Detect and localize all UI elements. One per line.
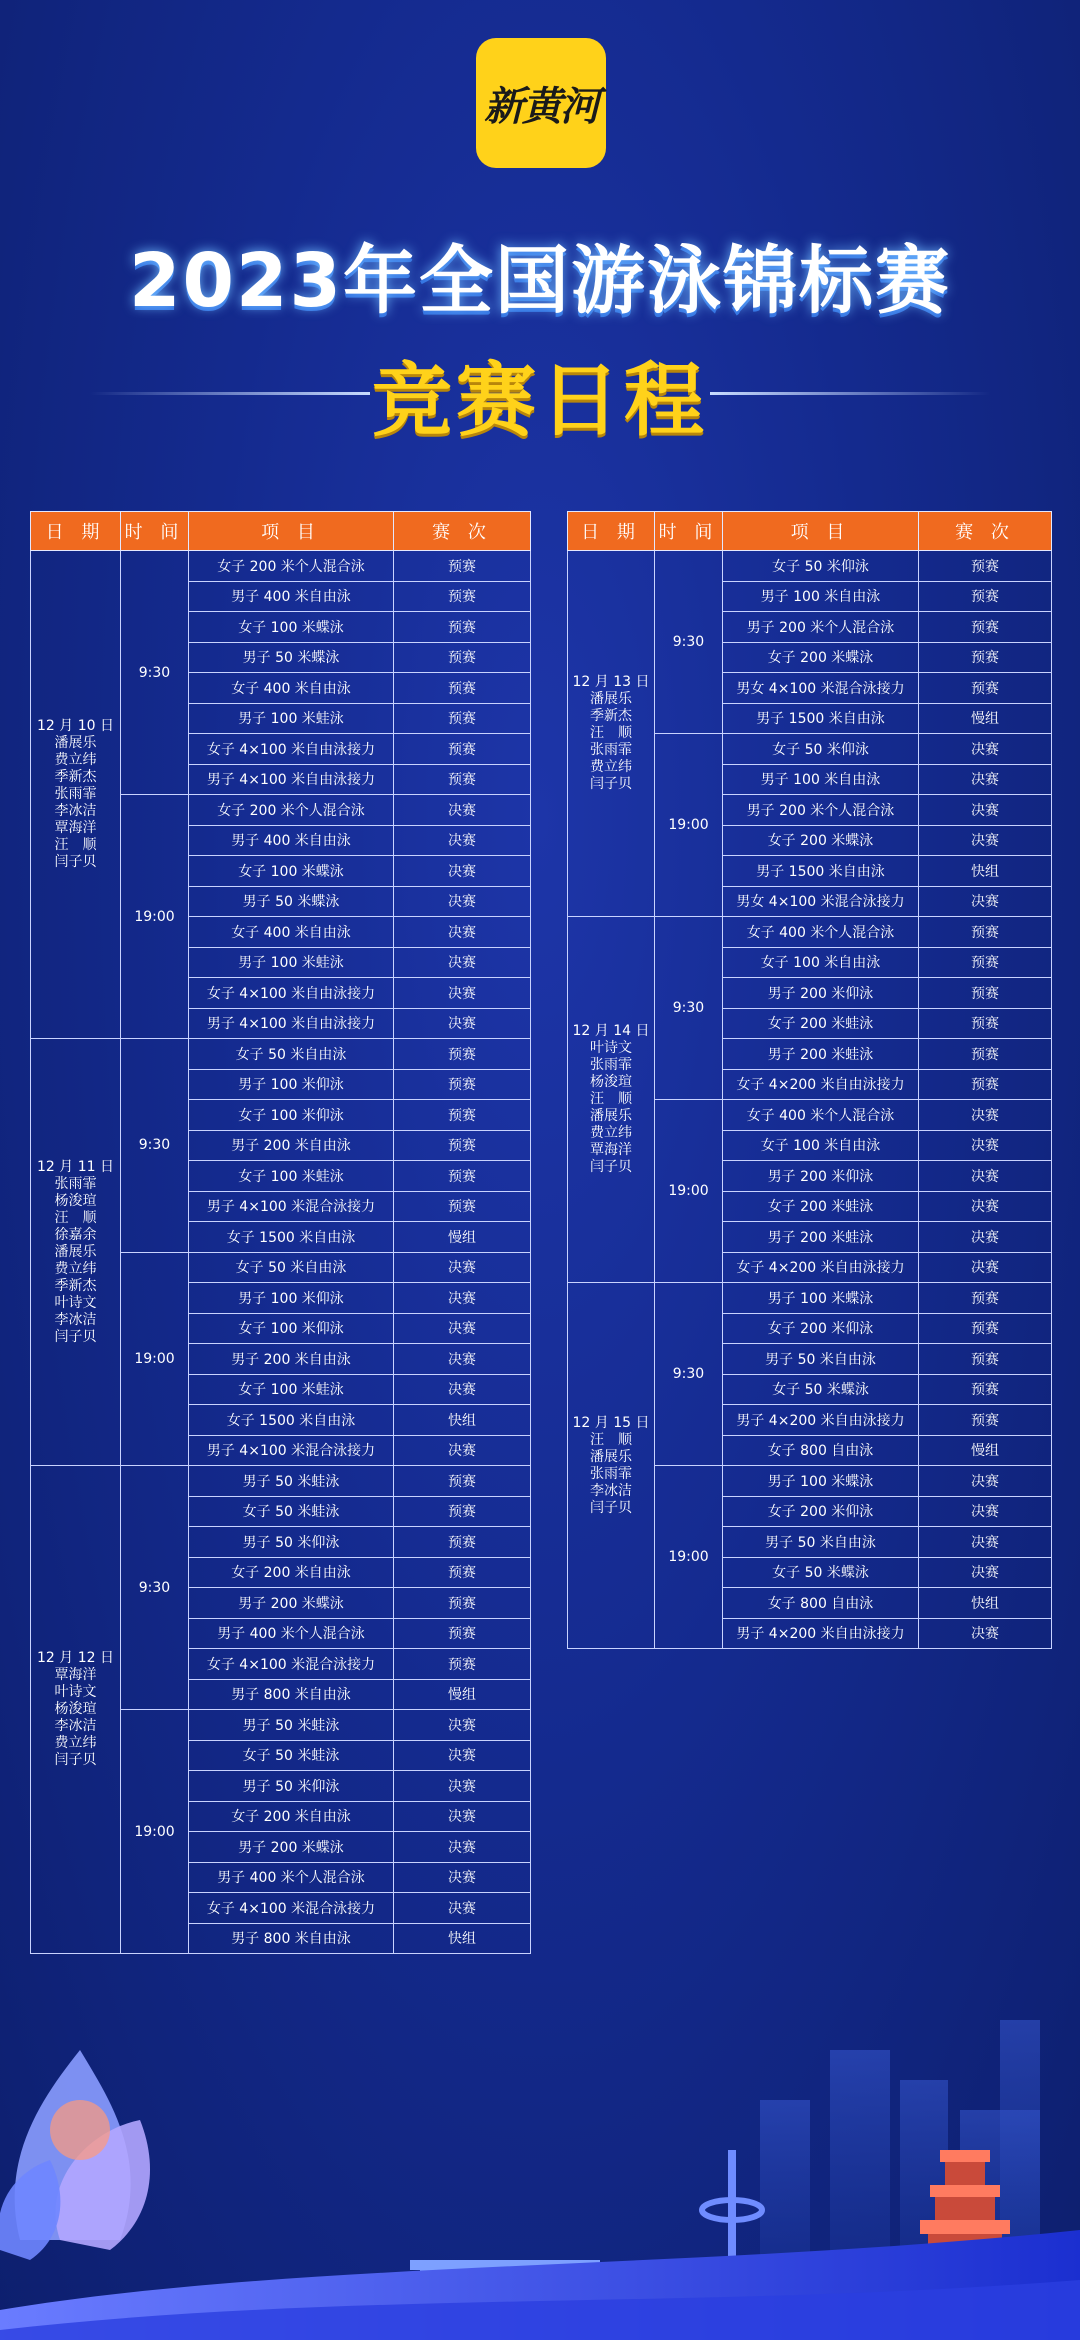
session-time: 9:30	[655, 1283, 723, 1466]
event-name: 女子 200 米自由泳	[189, 1557, 394, 1588]
round-type: 预赛	[394, 1649, 531, 1680]
day-cell	[568, 551, 655, 917]
round-type: 预赛	[394, 1588, 531, 1619]
round-type: 决赛	[394, 1832, 531, 1863]
round-type: 预赛	[394, 1039, 531, 1070]
round-type: 预赛	[394, 642, 531, 673]
round-type: 预赛	[394, 734, 531, 765]
event-name: 女子 4×100 米自由泳接力	[189, 734, 394, 765]
event-name: 男子 200 米蛙泳	[723, 1039, 919, 1070]
athlete-name: 潘展乐	[590, 1448, 632, 1465]
round-type: 预赛	[919, 551, 1052, 582]
round-type: 预赛	[394, 1069, 531, 1100]
round-type: 预赛	[394, 1618, 531, 1649]
athlete-name: 张雨霏	[590, 1057, 632, 1073]
athlete-name: 闫子贝	[54, 854, 97, 870]
event-name: 女子 200 米蛙泳	[723, 1008, 919, 1039]
athlete-name: 费立纬	[54, 1735, 97, 1751]
event-name: 女子 100 米蛙泳	[189, 1161, 394, 1192]
athlete-name: 叶诗文	[54, 1294, 97, 1311]
athlete-name: 季新杰	[54, 1277, 97, 1294]
event-name: 男女 4×100 米混合泳接力	[723, 673, 919, 704]
athlete-name: 潘展乐	[54, 1243, 97, 1260]
page-subtitle: 竞赛日程	[372, 354, 708, 447]
round-type: 预赛	[394, 1496, 531, 1527]
event-name: 男子 1500 米自由泳	[723, 856, 919, 887]
round-type: 决赛	[919, 734, 1052, 765]
event-name: 男子 400 米个人混合泳	[189, 1862, 394, 1893]
athlete-name: 李冰洁	[590, 1482, 632, 1499]
round-type: 预赛	[394, 764, 531, 795]
table-row	[31, 1039, 531, 1070]
athlete-name: 费立纬	[590, 1125, 632, 1141]
event-name: 女子 100 米仰泳	[189, 1100, 394, 1131]
session-time: 9:30	[121, 1466, 189, 1710]
event-name: 女子 4×100 米自由泳接力	[189, 978, 394, 1009]
day-cell	[31, 1466, 121, 1954]
event-name: 男子 200 米仰泳	[723, 978, 919, 1009]
event-name: 女子 100 米蛙泳	[189, 1374, 394, 1405]
round-type: 预赛	[394, 1161, 531, 1192]
round-type: 预赛	[394, 1466, 531, 1497]
event-name: 女子 400 米个人混合泳	[723, 1100, 919, 1131]
event-name: 女子 200 米仰泳	[723, 1496, 919, 1527]
day-date: 12 月 12 日	[37, 1650, 114, 1666]
event-name: 女子 800 自由泳	[723, 1435, 919, 1466]
event-name: 男子 50 米仰泳	[189, 1527, 394, 1558]
session-time: 19:00	[655, 1100, 723, 1283]
session-time: 19:00	[121, 1252, 189, 1466]
event-name: 女子 400 米个人混合泳	[723, 917, 919, 948]
table-row	[568, 551, 1052, 582]
session-time: 19:00	[121, 1710, 189, 1954]
day-date: 12 月 14 日	[572, 1023, 650, 1039]
event-name: 男子 50 米仰泳	[189, 1771, 394, 1802]
schedule-body-right	[568, 551, 1052, 1649]
schedule-table-right	[567, 511, 1052, 1649]
event-name: 男子 100 米蛙泳	[189, 947, 394, 978]
round-type: 决赛	[394, 1313, 531, 1344]
round-type: 快组	[394, 1923, 531, 1954]
event-name: 男子 200 米蝶泳	[189, 1588, 394, 1619]
round-type: 预赛	[919, 673, 1052, 704]
athlete-name: 张雨霏	[54, 1175, 97, 1192]
round-type: 决赛	[394, 1801, 531, 1832]
day-date: 12 月 13 日	[572, 674, 650, 690]
round-type: 决赛	[919, 764, 1052, 795]
event-name: 男子 100 米蛙泳	[189, 703, 394, 734]
event-name: 女子 100 米自由泳	[723, 1130, 919, 1161]
event-name: 男子 4×200 米自由泳接力	[723, 1618, 919, 1649]
session-time: 9:30	[655, 917, 723, 1100]
event-name: 女子 50 米仰泳	[723, 551, 919, 582]
event-name: 男子 100 米仰泳	[189, 1283, 394, 1314]
athlete-name: 覃海洋	[590, 1142, 632, 1158]
table-row	[31, 1466, 531, 1497]
athlete-name: 覃海洋	[54, 820, 97, 836]
event-name: 男子 100 米自由泳	[723, 581, 919, 612]
round-type: 慢组	[394, 1222, 531, 1253]
round-type: 预赛	[919, 1344, 1052, 1375]
day-cell	[568, 1283, 655, 1649]
header-event: 项 目	[189, 512, 394, 551]
round-type: 慢组	[394, 1679, 531, 1710]
event-name: 男子 100 米仰泳	[189, 1069, 394, 1100]
event-name: 男子 800 米自由泳	[189, 1679, 394, 1710]
event-name: 男子 50 米自由泳	[723, 1527, 919, 1558]
round-type: 决赛	[919, 1222, 1052, 1253]
table-header-row	[568, 512, 1052, 551]
athlete-name: 闫子贝	[590, 1499, 632, 1516]
header-time: 时 间	[655, 512, 723, 551]
lotus-icon	[0, 2050, 150, 2260]
round-type: 预赛	[394, 1557, 531, 1588]
event-name: 男子 4×100 米混合泳接力	[189, 1435, 394, 1466]
round-type: 预赛	[394, 612, 531, 643]
round-type: 预赛	[919, 1283, 1052, 1314]
athlete-name: 潘展乐	[590, 691, 632, 707]
round-type: 决赛	[394, 1740, 531, 1771]
round-type: 决赛	[919, 886, 1052, 917]
athlete-name: 汪 顺	[54, 837, 97, 853]
athlete-name: 张雨霏	[590, 742, 632, 758]
round-type: 决赛	[919, 1527, 1052, 1558]
round-type: 预赛	[919, 612, 1052, 643]
table-row	[568, 917, 1052, 948]
event-name: 男子 200 米蛙泳	[723, 1222, 919, 1253]
day-date: 12 月 10 日	[37, 718, 114, 734]
athlete-name: 杨浚瑄	[590, 1074, 632, 1090]
round-type: 预赛	[919, 581, 1052, 612]
event-name: 女子 200 米仰泳	[723, 1313, 919, 1344]
round-type: 决赛	[919, 1191, 1052, 1222]
event-name: 男子 200 米自由泳	[189, 1344, 394, 1375]
athlete-name: 季新杰	[590, 708, 632, 724]
athlete-name: 费立纬	[54, 752, 97, 768]
round-type: 决赛	[919, 1252, 1052, 1283]
event-name: 男子 50 米蝶泳	[189, 642, 394, 673]
session-time: 9:30	[121, 1039, 189, 1253]
round-type: 快组	[919, 856, 1052, 887]
event-name: 男子 1500 米自由泳	[723, 703, 919, 734]
page-title: 2023年全国游泳锦标赛	[129, 238, 951, 324]
event-name: 男子 4×100 米自由泳接力	[189, 1008, 394, 1039]
round-type: 决赛	[919, 795, 1052, 826]
round-type: 决赛	[394, 1710, 531, 1741]
event-name: 女子 50 米蝶泳	[723, 1557, 919, 1588]
round-type: 预赛	[919, 1008, 1052, 1039]
round-type: 决赛	[394, 1008, 531, 1039]
athlete-name: 潘展乐	[590, 1108, 632, 1124]
athlete-name: 叶诗文	[54, 1684, 97, 1700]
round-type: 决赛	[919, 825, 1052, 856]
round-type: 决赛	[394, 1771, 531, 1802]
round-type: 预赛	[919, 1039, 1052, 1070]
header-event: 项 目	[723, 512, 919, 551]
round-type: 预赛	[919, 1313, 1052, 1344]
round-type: 决赛	[394, 1252, 531, 1283]
event-name: 男子 200 米仰泳	[723, 1161, 919, 1192]
header-time: 时 间	[121, 512, 189, 551]
athlete-name: 杨浚瑄	[54, 1192, 97, 1209]
event-name: 女子 50 米蛙泳	[189, 1496, 394, 1527]
athlete-name: 汪 顺	[590, 1431, 632, 1448]
day-cell	[31, 551, 121, 1039]
athlete-name: 闫子贝	[590, 1159, 632, 1175]
event-name: 男子 200 米自由泳	[189, 1130, 394, 1161]
round-type: 预赛	[919, 978, 1052, 1009]
round-type: 决赛	[394, 947, 531, 978]
event-name: 女子 200 米个人混合泳	[189, 795, 394, 826]
athlete-name: 李冰洁	[54, 803, 97, 819]
round-type: 决赛	[394, 1344, 531, 1375]
header-round: 赛 次	[919, 512, 1052, 551]
event-name: 男子 400 米个人混合泳	[189, 1618, 394, 1649]
session-time: 19:00	[655, 734, 723, 917]
event-name: 男子 400 米自由泳	[189, 581, 394, 612]
round-type: 决赛	[919, 1130, 1052, 1161]
table-header-row	[31, 512, 531, 551]
round-type: 决赛	[919, 1161, 1052, 1192]
round-type: 预赛	[394, 581, 531, 612]
city-skyline-illustration	[0, 2010, 1080, 2340]
event-name: 女子 200 米蛙泳	[723, 1191, 919, 1222]
athlete-name: 汪 顺	[590, 1091, 632, 1107]
round-type: 决赛	[394, 1435, 531, 1466]
round-type: 预赛	[394, 1191, 531, 1222]
event-name: 女子 200 米蝶泳	[723, 642, 919, 673]
round-type: 预赛	[394, 1100, 531, 1131]
round-type: 预赛	[919, 917, 1052, 948]
athlete-name: 叶诗文	[590, 1040, 632, 1056]
round-type: 快组	[919, 1588, 1052, 1619]
event-name: 女子 200 米自由泳	[189, 1801, 394, 1832]
event-name: 女子 200 米蝶泳	[723, 825, 919, 856]
athlete-name: 汪 顺	[590, 725, 632, 741]
round-type: 决赛	[394, 978, 531, 1009]
round-type: 决赛	[394, 1862, 531, 1893]
logo-text: 新黄河	[484, 82, 598, 130]
event-name: 女子 400 米自由泳	[189, 673, 394, 704]
athlete-name: 李冰洁	[54, 1718, 97, 1734]
xinhuanghe-logo	[476, 38, 606, 168]
event-name: 女子 50 米仰泳	[723, 734, 919, 765]
round-type: 决赛	[919, 1557, 1052, 1588]
athlete-name: 季新杰	[54, 769, 97, 785]
header-date: 日 期	[568, 512, 655, 551]
athlete-name: 闫子贝	[590, 776, 632, 792]
round-type: 决赛	[394, 1893, 531, 1924]
round-type: 慢组	[919, 703, 1052, 734]
round-type: 决赛	[919, 1618, 1052, 1649]
round-type: 慢组	[919, 1435, 1052, 1466]
day-date: 12 月 11 日	[37, 1158, 114, 1175]
event-name: 男女 4×100 米混合泳接力	[723, 886, 919, 917]
event-name: 男子 200 米个人混合泳	[723, 795, 919, 826]
round-type: 预赛	[394, 703, 531, 734]
day-date: 12 月 15 日	[572, 1414, 650, 1431]
event-name: 男子 400 米自由泳	[189, 825, 394, 856]
event-name: 女子 50 米蛙泳	[189, 1740, 394, 1771]
athlete-name: 张雨霏	[54, 786, 97, 802]
event-name: 男子 4×100 米混合泳接力	[189, 1191, 394, 1222]
event-name: 女子 200 米个人混合泳	[189, 551, 394, 582]
event-name: 男子 50 米蝶泳	[189, 886, 394, 917]
session-time: 9:30	[655, 551, 723, 734]
round-type: 预赛	[919, 1405, 1052, 1436]
round-type: 决赛	[394, 825, 531, 856]
header-date: 日 期	[31, 512, 121, 551]
event-name: 男子 50 米蛙泳	[189, 1710, 394, 1741]
event-name: 女子 100 米蝶泳	[189, 856, 394, 887]
round-type: 预赛	[919, 1069, 1052, 1100]
event-name: 男子 200 米个人混合泳	[723, 612, 919, 643]
divider-right	[710, 392, 990, 395]
event-name: 女子 4×100 米混合泳接力	[189, 1649, 394, 1680]
event-name: 男子 4×200 米自由泳接力	[723, 1405, 919, 1436]
athlete-name: 闫子贝	[54, 1328, 97, 1345]
schedule-body-left	[31, 551, 531, 1954]
event-name: 男子 100 米自由泳	[723, 764, 919, 795]
round-type: 决赛	[394, 795, 531, 826]
subtitle-block	[0, 336, 1080, 447]
event-name: 男子 50 米自由泳	[723, 1344, 919, 1375]
athlete-name: 费立纬	[54, 1260, 97, 1277]
athlete-name: 覃海洋	[54, 1667, 97, 1683]
event-name: 男子 50 米蛙泳	[189, 1466, 394, 1497]
event-name: 女子 100 米蝶泳	[189, 612, 394, 643]
round-type: 预赛	[919, 1374, 1052, 1405]
athlete-name: 闫子贝	[54, 1752, 97, 1768]
round-type: 决赛	[394, 886, 531, 917]
athlete-name: 杨浚瑄	[54, 1701, 97, 1717]
round-type: 快组	[394, 1405, 531, 1436]
athlete-name: 徐嘉余	[54, 1226, 97, 1243]
round-type: 决赛	[394, 1283, 531, 1314]
event-name: 女子 50 米自由泳	[189, 1039, 394, 1070]
session-time: 19:00	[121, 795, 189, 1039]
event-name: 女子 100 米自由泳	[723, 947, 919, 978]
athlete-name: 潘展乐	[54, 735, 97, 751]
event-name: 女子 4×100 米混合泳接力	[189, 1893, 394, 1924]
event-name: 女子 4×200 米自由泳接力	[723, 1252, 919, 1283]
round-type: 预赛	[919, 642, 1052, 673]
schedule-table-left	[30, 511, 531, 1954]
event-name: 女子 800 自由泳	[723, 1588, 919, 1619]
header-round: 赛 次	[394, 512, 531, 551]
athlete-name: 汪 顺	[54, 1209, 97, 1226]
event-name: 女子 400 米自由泳	[189, 917, 394, 948]
day-cell	[31, 1039, 121, 1466]
round-type: 预赛	[394, 1527, 531, 1558]
session-time: 19:00	[655, 1466, 723, 1649]
event-name: 男子 800 米自由泳	[189, 1923, 394, 1954]
table-row	[568, 1283, 1052, 1314]
round-type: 决赛	[394, 917, 531, 948]
round-type: 预赛	[394, 551, 531, 582]
event-name: 男子 200 米蝶泳	[189, 1832, 394, 1863]
event-name: 女子 50 米自由泳	[189, 1252, 394, 1283]
event-name: 女子 100 米仰泳	[189, 1313, 394, 1344]
event-name: 男子 100 米蝶泳	[723, 1283, 919, 1314]
round-type: 决赛	[394, 1374, 531, 1405]
round-type: 决赛	[919, 1466, 1052, 1497]
event-name: 女子 4×200 米自由泳接力	[723, 1069, 919, 1100]
round-type: 决赛	[919, 1496, 1052, 1527]
session-time: 9:30	[121, 551, 189, 795]
table-row	[31, 551, 531, 582]
round-type: 预赛	[394, 1130, 531, 1161]
day-cell	[568, 917, 655, 1283]
round-type: 预赛	[919, 947, 1052, 978]
athlete-name: 张雨霏	[590, 1465, 632, 1482]
athlete-name: 李冰洁	[54, 1311, 97, 1328]
round-type: 决赛	[394, 856, 531, 887]
round-type: 决赛	[919, 1100, 1052, 1131]
event-name: 女子 50 米蝶泳	[723, 1374, 919, 1405]
event-name: 男子 100 米蝶泳	[723, 1466, 919, 1497]
event-name: 女子 1500 米自由泳	[189, 1405, 394, 1436]
event-name: 男子 4×100 米自由泳接力	[189, 764, 394, 795]
athlete-name: 费立纬	[590, 759, 632, 775]
round-type: 预赛	[394, 673, 531, 704]
event-name: 女子 1500 米自由泳	[189, 1222, 394, 1253]
